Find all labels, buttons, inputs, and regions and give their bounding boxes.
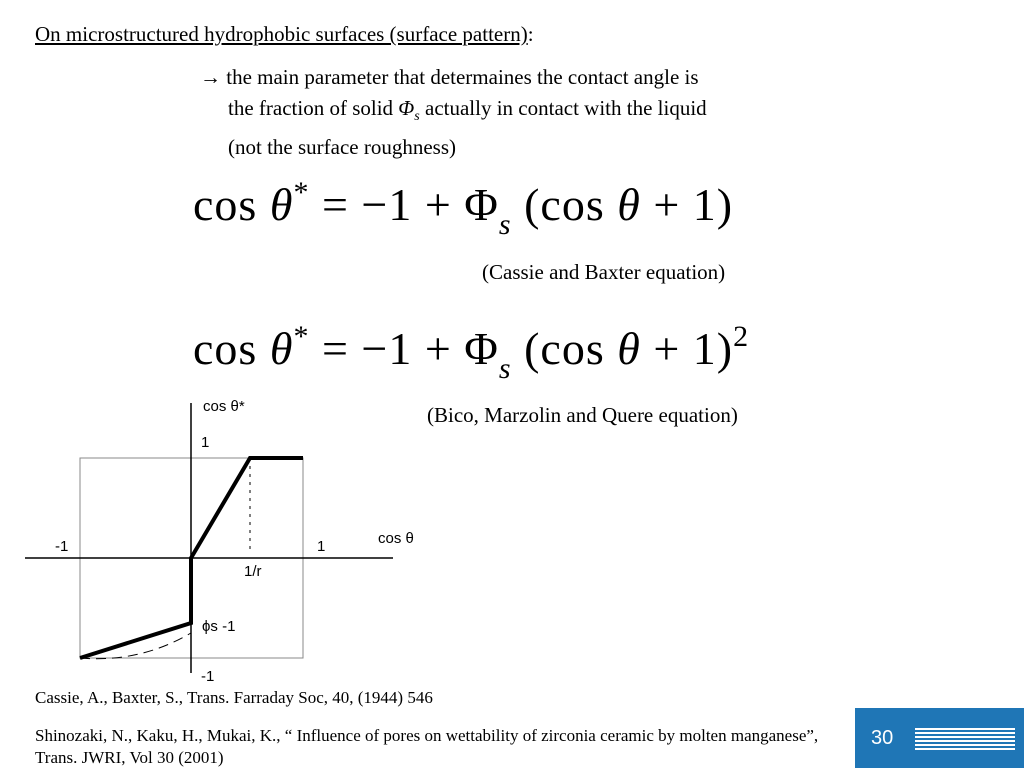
y-axis-label: cos θ*: [203, 398, 245, 415]
eq2-rhs: = −1 + Φ: [309, 323, 499, 374]
bullet-text-2a: the fraction of solid: [228, 96, 394, 120]
phi-s-label: ϕs -1: [202, 618, 236, 635]
heading-colon: :: [527, 22, 534, 46]
cassie-baxter-caption: (Cassie and Baxter equation): [482, 260, 726, 284]
y-tick-bottom: -1: [201, 668, 215, 685]
x-tick-right: 1: [317, 538, 326, 555]
x-tick-left: -1: [55, 538, 69, 555]
eq2-theta: θ: [269, 323, 294, 374]
eq2-paren: (cos: [511, 323, 605, 374]
eq2-theta2: θ: [617, 323, 641, 374]
contact-angle-graph: [20, 393, 414, 688]
eq1-cos: cos: [193, 179, 258, 230]
eq2-sub: s: [498, 352, 512, 385]
cassie-baxter-equation: [193, 176, 733, 242]
eq1-theta2: θ: [617, 179, 641, 230]
bullet-text-1: the main parameter that determaines the contact angle is: [226, 65, 699, 89]
bullet-line-1: [200, 62, 707, 93]
eq1-star: *: [293, 176, 310, 209]
eq2-star: *: [293, 320, 310, 353]
eq2-tail: + 1): [640, 323, 734, 374]
reference-2: Shinozaki, N., Kaku, H., Mukai, K., “ Influence of pores on wettability of zirconia ceramic by molten manganese”, Trans. JWRI, Vol 30 (2001): [35, 726, 819, 767]
eq1-paren: (cos: [511, 179, 605, 230]
eq2-power: 2: [733, 320, 750, 353]
eq2-cos: cos: [193, 323, 258, 374]
bullet-block: [200, 62, 707, 163]
inv-r-label: 1/r: [244, 563, 262, 580]
bico-curve: [80, 633, 191, 659]
phi-symbol: Φ: [398, 96, 415, 120]
bullet-line-2: [200, 93, 707, 132]
bico-caption: (Bico, Marzolin and Quere equation): [427, 403, 738, 427]
reference-1: Cassie, A., Baxter, S., Trans. Farraday Soc, 40, (1944) 546: [35, 688, 433, 707]
x-axis-label: cos θ: [378, 530, 414, 547]
bullet-line-3: (not the surface roughness): [228, 135, 457, 160]
eq1-tail: + 1): [640, 179, 734, 230]
heading-title: On microstructured hydrophobic surfaces (surface pattern): [35, 22, 528, 46]
bullet-text-2b: actually in contact with the liquid: [425, 96, 707, 120]
eq1-sub: s: [498, 208, 512, 241]
bico-equation: [193, 320, 749, 386]
eq1-rhs: = −1 + Φ: [309, 179, 499, 230]
page-number: 30: [871, 727, 894, 749]
y-tick-top: 1: [201, 434, 210, 451]
slide-heading: [35, 22, 534, 47]
phi-subscript: s: [414, 109, 420, 125]
footer-stripes: [915, 728, 1015, 752]
eq1-theta: θ: [269, 179, 294, 230]
arrow-icon: →: [200, 65, 221, 89]
